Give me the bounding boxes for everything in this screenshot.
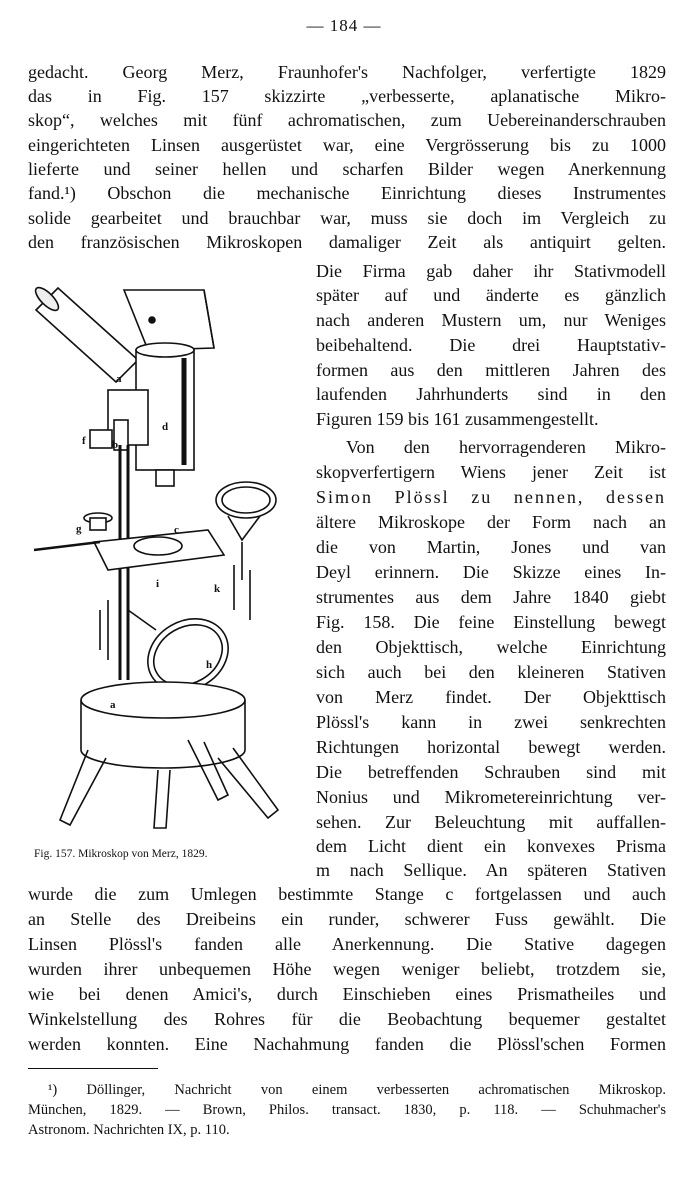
figure-label: h (206, 659, 213, 671)
text-line: Die betreffenden Schrauben sind mit (316, 762, 666, 782)
text-line: wurde die zum Umlegen bestimmte Stange c fortgelassen und auch (28, 884, 666, 904)
text-line: skop“, welches mit fünf achromatischen, zum Uebereinanderschrauben (28, 110, 666, 130)
text-line: Nonius und Mikrometereinrichtung ver- (316, 787, 666, 807)
figure-label: a (110, 699, 116, 711)
text-line: nach anderen Mustern um, nur Weniges (316, 310, 666, 330)
text-line: beibehaltend. Die drei Hauptstativ- (316, 335, 666, 355)
figure-caption: Fig. 157. Mikroskop von Merz, 1829. (34, 848, 208, 860)
text-line: gedacht. Georg Merz, Fraunhofer's Nachfolger, verfertigte 1829 (28, 62, 666, 82)
text-line: Fig. 158. Die feine Einstellung bewegt (316, 612, 666, 632)
figure-label: k (214, 583, 221, 595)
figure-label: g (76, 523, 82, 535)
text-line: sehen. Zur Beleuchtung mit auffallen- (316, 812, 666, 832)
text-line: Plössl's kann in zwei senkrechten (316, 712, 666, 732)
text-line: Die Firma gab daher ihr Stativmodell (316, 261, 666, 281)
text-line: von Merz findet. Der Objekttisch (316, 687, 666, 707)
text-line: solide gearbeitet und brauchbar war, muss sie doch im Vergleich zu (28, 208, 666, 228)
text-line: die von Martin, Jones und van (316, 537, 666, 557)
text-line: Winkelstellung des Rohres für die Beobachtung bequemer gestaltet (28, 1009, 666, 1029)
text-line: ältere Mikroskope der Form nach an (316, 512, 666, 532)
figure-label: a (116, 373, 122, 385)
text-line: werden konnten. Eine Nachahmung fanden die Plössl'schen Formen (28, 1034, 666, 1054)
figure-label: f (82, 435, 86, 447)
footnote-rule (28, 1068, 158, 1069)
text-line: sich auch bei den kleineren Stativen (316, 662, 666, 682)
text-line: Deyl erinnern. Die Skizze eines In- (316, 562, 666, 582)
footnote-line: ¹) Döllinger, Nachricht von einem verbesserten achromatischen Mikroskop. (48, 1082, 666, 1098)
figure-label: c (174, 524, 179, 536)
text-line: fand.¹) Obschon die mechanische Einrichtung dieses Instrumentes (28, 183, 666, 203)
text-line: dem Licht dient ein konvexes Prisma (316, 836, 666, 856)
figure-label: d (162, 421, 169, 433)
figure-label: i (156, 578, 160, 590)
text-line: wurden ihrer unbequemen Höhe wegen weniger beliebt, trotzdem sie, (28, 959, 666, 979)
text-line: Von den hervorragenderen Mikro- (346, 437, 666, 457)
text-line: Linsen Plössl's fanden alle Anerkennung. Die Stative dagegen (28, 934, 666, 954)
footnote-line: München, 1829. — Brown, Philos. transact. 1830, p. 118. — Schuhmacher's (28, 1102, 666, 1118)
page-number: — 184 — (306, 16, 382, 35)
figure-label: b (112, 439, 119, 451)
text-line: strumentes aus dem Jahre 1840 giebt (316, 587, 666, 607)
text-line: Figuren 159 bis 161 zusammengestellt. (316, 409, 599, 429)
text-line: Simon Plössl zu nennen, dessen (316, 487, 666, 507)
text-line: den Objekttisch, welche Einrichtung (316, 637, 666, 657)
text-line: lieferte und seiner hellen und scharfen Bilder wegen Anerkennung (28, 159, 666, 179)
microscope-figure (28, 280, 310, 840)
text-line: eingerichteten Linsen ausgerüstet war, eine Vergrösserung bis zu 1000 (28, 135, 666, 155)
text-line: m nach Sellique. An späteren Stativen (316, 860, 666, 880)
text-line: formen aus den mittleren Jahren des (316, 360, 666, 380)
text-line: wie bei denen Amici's, durch Einschieben eines Prismatheiles und (28, 984, 666, 1004)
text-line: den französischen Mikroskopen damaliger Zeit als antiquirt gelten. (28, 232, 666, 252)
text-line: laufenden Jahrhunderts sind in den (316, 384, 666, 404)
text-line: das in Fig. 157 skizzirte „verbesserte, aplanatische Mikro- (28, 86, 666, 106)
text-line: später auf und änderte es gänzlich (316, 285, 666, 305)
footnote-line: Astronom. Nachrichten IX, p. 110. (28, 1122, 230, 1138)
text-line: an Stelle des Dreibeins ein runder, schwerer Fuss gewählt. Die (28, 909, 666, 929)
text-line: Richtungen horizontal bewegt werden. (316, 737, 666, 757)
text-line: skopverfertigern Wiens jener Zeit ist (316, 462, 666, 482)
